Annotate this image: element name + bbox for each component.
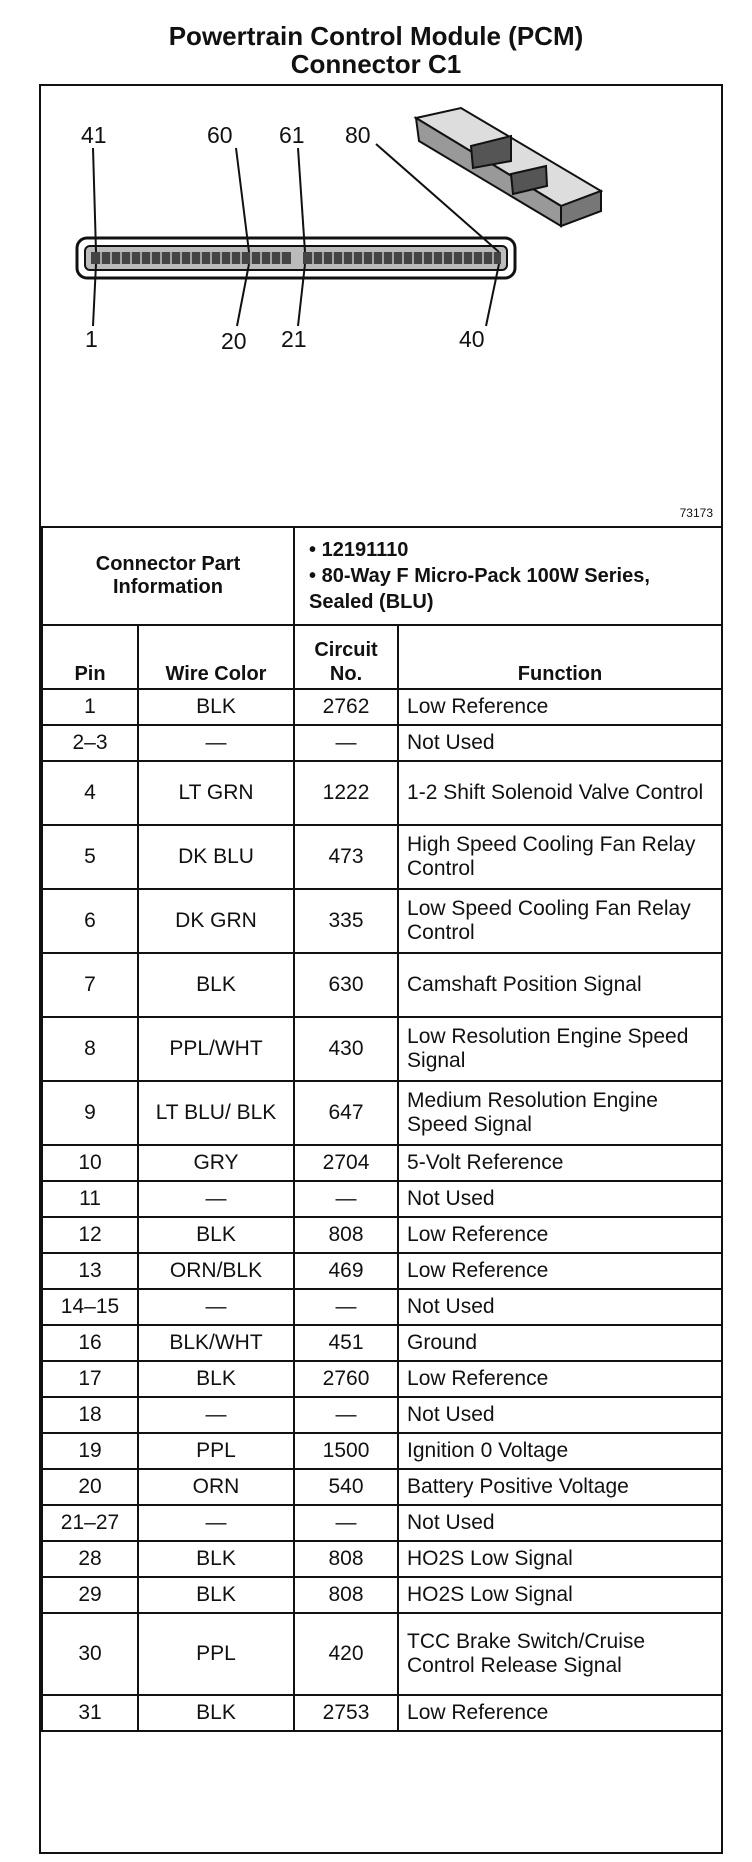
function-cell: Low Reference	[398, 1695, 722, 1731]
function-cell: TCC Brake Switch/Cruise Control Release Signal	[398, 1613, 722, 1695]
wire-color-cell: BLK/WHT	[138, 1325, 294, 1361]
wire-color-cell: PPL/WHT	[138, 1017, 294, 1081]
pin-cell: 10	[42, 1145, 138, 1181]
figure-number: 73173	[679, 506, 713, 520]
table-row	[42, 1181, 722, 1217]
header-row	[42, 625, 722, 689]
function-cell: High Speed Cooling Fan Relay Control	[398, 825, 722, 889]
table-row	[42, 1361, 722, 1397]
circuit-cell: 2762	[294, 689, 398, 725]
table-row	[42, 1017, 722, 1081]
wire-color-cell: BLK	[138, 1217, 294, 1253]
title-line-1: Powertrain Control Module (PCM)	[168, 21, 584, 51]
header-wire-color: Wire Color	[138, 625, 294, 689]
function-cell: Not Used	[398, 1397, 722, 1433]
part-number: • 12191110	[309, 537, 707, 563]
pin-label-40: 40	[459, 326, 485, 352]
circuit-cell: —	[294, 725, 398, 761]
page-title	[0, 22, 752, 78]
pin-cell: 18	[42, 1397, 138, 1433]
circuit-cell: —	[294, 1505, 398, 1541]
circuit-cell: 451	[294, 1325, 398, 1361]
function-cell: Medium Resolution Engine Speed Signal	[398, 1081, 722, 1145]
table-row	[42, 689, 722, 725]
wire-color-cell: BLK	[138, 1577, 294, 1613]
pin-cell: 8	[42, 1017, 138, 1081]
pin-label-20: 20	[221, 328, 247, 354]
circuit-cell: 473	[294, 825, 398, 889]
function-cell: 1-2 Shift Solenoid Valve Control	[398, 761, 722, 825]
header-circuit: Circuit No.	[294, 625, 398, 689]
table-row	[42, 1695, 722, 1731]
function-cell: HO2S Low Signal	[398, 1541, 722, 1577]
pin-label-21: 21	[281, 326, 307, 352]
table-row	[42, 761, 722, 825]
pin-cell: 28	[42, 1541, 138, 1577]
circuit-cell: 808	[294, 1217, 398, 1253]
table-row	[42, 1505, 722, 1541]
table-row	[42, 1577, 722, 1613]
connector-info-row	[42, 527, 722, 625]
function-cell: Low Reference	[398, 689, 722, 725]
function-cell: Low Reference	[398, 1217, 722, 1253]
table-row	[42, 1325, 722, 1361]
circuit-cell: 420	[294, 1613, 398, 1695]
circuit-cell: —	[294, 1397, 398, 1433]
connector-info-values	[294, 527, 722, 625]
table-row	[42, 1397, 722, 1433]
pin-cell: 12	[42, 1217, 138, 1253]
function-cell: Camshaft Position Signal	[398, 953, 722, 1017]
leader-lines	[93, 144, 499, 326]
function-cell: Low Reference	[398, 1253, 722, 1289]
function-cell: Ground	[398, 1325, 722, 1361]
table-row	[42, 889, 722, 953]
table-row	[42, 953, 722, 1017]
wire-color-cell: ORN/BLK	[138, 1253, 294, 1289]
pin-cell: 14–15	[42, 1289, 138, 1325]
table-row	[42, 725, 722, 761]
circuit-cell: 1222	[294, 761, 398, 825]
pin-label-80: 80	[345, 122, 371, 148]
function-cell: HO2S Low Signal	[398, 1577, 722, 1613]
circuit-cell: 2760	[294, 1361, 398, 1397]
function-cell: Low Speed Cooling Fan Relay Control	[398, 889, 722, 953]
header-function: Function	[398, 625, 722, 689]
wire-color-cell: PPL	[138, 1433, 294, 1469]
pin-cell: 7	[42, 953, 138, 1017]
pin-label-41: 41	[81, 122, 107, 148]
table-row	[42, 1469, 722, 1505]
circuit-cell: 808	[294, 1541, 398, 1577]
function-cell: Not Used	[398, 1505, 722, 1541]
pinout-table	[41, 526, 723, 1732]
pin-cell: 6	[42, 889, 138, 953]
function-cell: Battery Positive Voltage	[398, 1469, 722, 1505]
function-cell: 5-Volt Reference	[398, 1145, 722, 1181]
circuit-cell: 1500	[294, 1433, 398, 1469]
wire-color-cell: LT BLU/ BLK	[138, 1081, 294, 1145]
function-cell: Not Used	[398, 1181, 722, 1217]
wire-color-cell: ORN	[138, 1469, 294, 1505]
pin-cell: 19	[42, 1433, 138, 1469]
wire-color-cell: —	[138, 1289, 294, 1325]
pin-label-61: 61	[279, 122, 305, 148]
wire-color-cell: BLK	[138, 689, 294, 725]
connector-description: • 80-Way F Micro-Pack 100W Series, Sealed (BLU)	[309, 563, 707, 615]
pinout-rows	[42, 689, 722, 1731]
table-row	[42, 1253, 722, 1289]
connector-info-label: Connector Part Information	[42, 527, 294, 625]
table-row	[42, 1433, 722, 1469]
wire-color-cell: —	[138, 725, 294, 761]
circuit-cell: 808	[294, 1577, 398, 1613]
wire-color-cell: DK GRN	[138, 889, 294, 953]
table-row	[42, 1289, 722, 1325]
circuit-cell: —	[294, 1181, 398, 1217]
circuit-cell: 430	[294, 1017, 398, 1081]
circuit-cell: 469	[294, 1253, 398, 1289]
title-line-2: Connector C1	[290, 49, 462, 79]
pin-cell: 11	[42, 1181, 138, 1217]
pin-cell: 9	[42, 1081, 138, 1145]
circuit-cell: —	[294, 1289, 398, 1325]
pin-cell: 5	[42, 825, 138, 889]
pin-label-60: 60	[207, 122, 233, 148]
wire-color-cell: DK BLU	[138, 825, 294, 889]
wire-color-cell: —	[138, 1505, 294, 1541]
wire-color-cell: —	[138, 1397, 294, 1433]
connector-drawing	[41, 86, 721, 526]
header-pin: Pin	[42, 625, 138, 689]
circuit-cell: 630	[294, 953, 398, 1017]
pin-cell: 2–3	[42, 725, 138, 761]
table-row	[42, 1217, 722, 1253]
pin-cell: 31	[42, 1695, 138, 1731]
function-cell: Not Used	[398, 1289, 722, 1325]
function-cell: Ignition 0 Voltage	[398, 1433, 722, 1469]
function-cell: Low Resolution Engine Speed Signal	[398, 1017, 722, 1081]
wire-color-cell: GRY	[138, 1145, 294, 1181]
table-row	[42, 825, 722, 889]
connector-frame	[39, 84, 723, 1854]
pin-cell: 29	[42, 1577, 138, 1613]
pin-cell: 17	[42, 1361, 138, 1397]
circuit-cell: 335	[294, 889, 398, 953]
pin-cell: 13	[42, 1253, 138, 1289]
circuit-cell: 647	[294, 1081, 398, 1145]
wire-color-cell: BLK	[138, 1695, 294, 1731]
wire-color-cell: LT GRN	[138, 761, 294, 825]
table-row	[42, 1541, 722, 1577]
function-cell: Low Reference	[398, 1361, 722, 1397]
wire-color-cell: —	[138, 1181, 294, 1217]
pin-cell: 30	[42, 1613, 138, 1695]
function-cell: Not Used	[398, 725, 722, 761]
pin-cell: 20	[42, 1469, 138, 1505]
pin-cell: 1	[42, 689, 138, 725]
table-row	[42, 1145, 722, 1181]
circuit-cell: 2753	[294, 1695, 398, 1731]
pin-cell: 16	[42, 1325, 138, 1361]
wire-color-cell: PPL	[138, 1613, 294, 1695]
pin-label-1: 1	[85, 326, 98, 352]
circuit-cell: 2704	[294, 1145, 398, 1181]
pin-cell: 4	[42, 761, 138, 825]
wire-color-cell: BLK	[138, 953, 294, 1017]
connector-3d-view	[416, 108, 601, 226]
table-row	[42, 1613, 722, 1695]
pin-cell: 21–27	[42, 1505, 138, 1541]
wire-color-cell: BLK	[138, 1361, 294, 1397]
wire-color-cell: BLK	[138, 1541, 294, 1577]
connector-diagram	[41, 86, 721, 528]
circuit-cell: 540	[294, 1469, 398, 1505]
table-row	[42, 1081, 722, 1145]
